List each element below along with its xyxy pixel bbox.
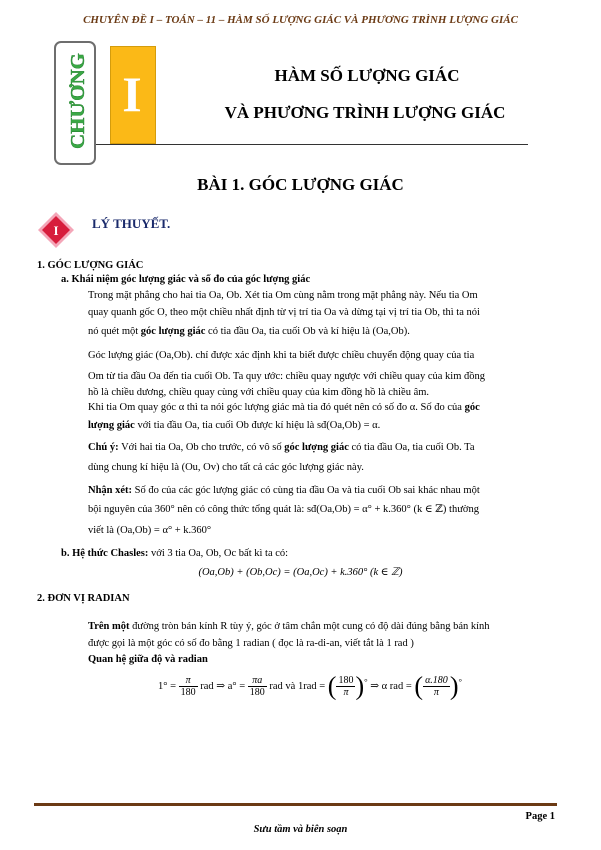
footer-source: Sưu tầm và biên soạn	[253, 824, 348, 835]
note-line2: dùng chung kí hiệu là (Ou, Ov) cho tất cả các góc lượng giác này.	[88, 462, 364, 473]
paragraph3-line2: lượng giác với tia đầu Oa, tia cuối Ob được kí hiệu là sđ(Oa,Ob) = α.	[88, 420, 381, 431]
page-number: Page 1	[525, 811, 555, 822]
chapter-word: CHƯƠNG	[67, 57, 89, 149]
note-line1: Chú ý: Với hai tia Oa, Ob cho trước, có vô số góc lượng giác có tia đầu Oa, tia cuối Ob. Ta	[88, 442, 475, 453]
remark-line3: viết là (Oa,Ob) = α° + k.360°	[88, 525, 212, 536]
subsection-a-heading: a. Khái niệm góc lượng giác và số đo của góc lượng giác	[61, 274, 311, 285]
paragraph1-line1: Trong mặt phẳng cho hai tia Oa, Ob. Xét tia Om cùng nằm trong mặt phẳng này. Nếu tia Om	[88, 290, 478, 301]
page-header: CHUYÊN ĐỀ I – TOÁN – 11 – HÀM SỐ LƯỢNG GIÁC VÀ PHƯƠNG TRÌNH LƯỢNG GIÁC	[83, 14, 518, 26]
paragraph1-line3: nó quét một góc lượng giác có tia đầu Oa, tia cuối Ob và kí hiệu là (Oa,Ob).	[88, 326, 410, 337]
remark-line1: Nhận xét: Số đo của các góc lượng giác có cùng tia đầu Oa và tia cuối Ob sai khác nhau một	[88, 485, 480, 496]
subsection-b: b. Hệ thức Chasles: với 3 tia Oa, Ob, Oc bất kì ta có:	[61, 548, 289, 559]
chasles-formula: (Oa,Ob) + (Ob,Oc) = (Oa,Oc) + k.360° (k ∈ ℤ)	[198, 567, 403, 578]
radian-def-line1: Trên một đường tròn bán kính R tùy ý, góc ở tâm chắn một cung có độ dài đúng bằng bán kính	[88, 621, 490, 632]
degree-radian-formula: 1° = $\frac{\pi}{180}$ rad ⇒ a° = $\frac{\pi a}{180}$ rad và 1rad = ( $\frac{180}{\pi}$ )° ⇒ α rad = ( $\frac{\alpha.180}{\pi}$ )°	[158, 671, 462, 701]
chapter-word-vertical	[54, 45, 96, 157]
degree-radian-heading: Quan hệ giữa độ và radian	[88, 654, 208, 665]
section-title: LÝ THUYẾT.	[92, 216, 171, 231]
section-badge-diamond	[38, 212, 74, 248]
section1-heading: 1. GÓC LƯỢNG GIÁC	[37, 260, 144, 271]
paragraph2-line1: Góc lượng giác (Oa,Ob). chỉ được xác định khi ta biết được chiều chuyển động quay của tia	[88, 350, 475, 361]
paragraph2-line3: hồ là chiều dương, chiều quay cùng với chiều quay của kim đồng hồ là chiều âm.	[88, 387, 430, 398]
chapter-number: I	[122, 66, 142, 122]
paragraph1-line2: quay quanh gốc O, theo một chiều nhất định từ vị trí tia Oa và dừng tại vị trí tia Ob, thì ta nói	[88, 307, 480, 318]
chapter-title-line2: VÀ PHƯƠNG TRÌNH LƯỢNG GIÁC	[224, 103, 506, 122]
remark-line2: bội nguyên của 360° nên có công thức tổng quát là: sđ(Oa,Ob) = α° + k.360° (k ∈ ℤ) thường	[88, 504, 479, 515]
paragraph3-line1: Khi tia Om quay góc α thì ta nói góc lượng giác mà tia đó quét nên có số đo α. Số đo của góc	[88, 402, 480, 413]
footer-divider	[34, 803, 557, 806]
section2-heading: 2. ĐƠN VỊ RADIAN	[37, 593, 130, 604]
paragraph2-line2: Om từ tia đầu Oa đến tia cuối Ob. Ta quy ước: chiều quay ngược với chiều quay của kim đồng	[88, 371, 485, 382]
chapter-title-line1: HÀM SỐ LƯỢNG GIÁC	[274, 66, 460, 85]
lesson-title: BÀI 1. GÓC LƯỢNG GIÁC	[197, 175, 404, 194]
section-badge-number: I	[53, 223, 59, 238]
radian-def-line2: được gọi là một góc có số đo bằng 1 radian ( đọc là ra-di-an, viết tắt là 1 rad )	[88, 638, 414, 649]
chapter-divider	[96, 144, 528, 145]
